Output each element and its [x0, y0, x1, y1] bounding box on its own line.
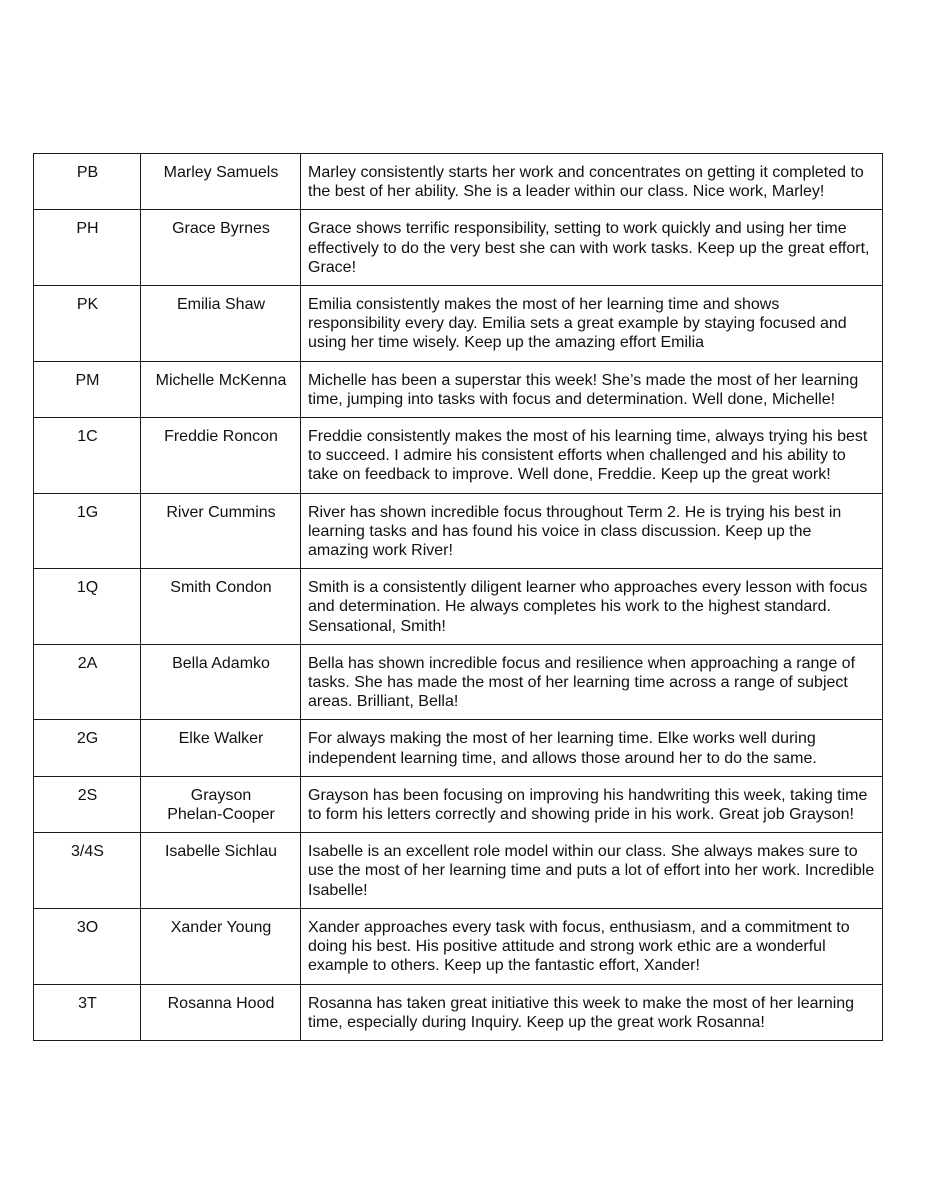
class-code-cell: 3T [34, 984, 141, 1040]
awards-table [33, 153, 883, 1041]
award-comment-cell: Rosanna has taken great initiative this week to make the most of her learning time, especially during Inquiry. Keep up the great work Rosanna! [301, 984, 883, 1040]
student-name-cell [141, 418, 301, 494]
table-row [34, 154, 883, 210]
table-row [34, 984, 883, 1040]
class-code-cell: 1C [34, 418, 141, 494]
table-row [34, 644, 883, 720]
award-comment-cell: Michelle has been a superstar this week! She’s made the most of her learning time, jumping into tasks with focus and determination. Well done, Michelle! [301, 361, 883, 417]
class-code-cell: 2G [34, 720, 141, 776]
table-row [34, 210, 883, 286]
award-comment-cell: Smith is a consistently diligent learner who approaches every lesson with focus and determination. He always completes his work to the highest standard. Sensational, Smith! [301, 569, 883, 645]
student-name-line: Marley Samuels [163, 164, 279, 181]
student-name-cell [141, 361, 301, 417]
student-name-line: Emilia Shaw [176, 296, 266, 314]
student-name-line: River Cummins [166, 503, 276, 521]
student-name-line: Smith Condon [170, 579, 272, 597]
student-name-cell [141, 569, 301, 645]
table-row [34, 361, 883, 417]
class-code-cell: PB [34, 154, 141, 210]
table-row [34, 569, 883, 645]
table-row [34, 833, 883, 909]
student-name-cell [141, 493, 301, 569]
award-comment-cell: Grayson has been focusing on improving his handwriting this week, taking time to form his letters correctly and showing pride in his work. Great job Grayson! [301, 776, 883, 832]
award-comment-cell: River has shown incredible focus throughout Term 2. He is trying his best in learning tasks and has found his voice in class discussion. Keep up the amazing work River! [301, 493, 883, 569]
student-name-cell [141, 286, 301, 362]
student-name-cell [141, 984, 301, 1040]
table-row [34, 776, 883, 832]
award-comment-cell: Grace shows terrific responsibility, setting to work quickly and using her time effectively to do the very best she can with work tasks. Keep up the great effort, Grace! [301, 210, 883, 286]
student-name-line: Elke Walker [178, 730, 264, 748]
student-name-cell [141, 644, 301, 720]
class-code-cell: 3O [34, 908, 141, 984]
award-comment-cell: Freddie consistently makes the most of his learning time, always trying his best to succeed. I admire his consistent efforts when challenged and his ability to take on feedback to improve. Well done, Freddie. Keep up the great work! [301, 418, 883, 494]
award-comment-cell: Emilia consistently makes the most of her learning time and shows responsibility every day. Emilia sets a great example by staying focused and using her time wisely. Keep up the amazing effort Emilia [301, 286, 883, 362]
class-code-cell: PM [34, 361, 141, 417]
student-name-line: Michelle McKenna [155, 371, 287, 389]
student-name-line: Rosanna Hood [167, 994, 275, 1012]
class-code-cell: 1Q [34, 569, 141, 645]
student-name-cell [141, 833, 301, 909]
student-name-cell [141, 776, 301, 832]
table-row [34, 720, 883, 776]
class-code-cell: 2A [34, 644, 141, 720]
awards-table-body [34, 154, 883, 1041]
student-name-cell [141, 908, 301, 984]
table-row [34, 418, 883, 494]
class-code-cell: PK [34, 286, 141, 362]
table-row [34, 493, 883, 569]
class-code-cell: 3/4S [34, 833, 141, 909]
award-comment-cell: Isabelle is an excellent role model within our class. She always makes sure to use the most of her learning time and puts a lot of effort into her work. Incredible Isabelle! [301, 833, 883, 909]
award-comment-cell: Marley consistently starts her work and concentrates on getting it completed to the best of her ability. She is a leader within our class. Nice work, Marley! [301, 154, 883, 210]
student-name-cell [141, 154, 301, 210]
student-name-line: Grayson [190, 786, 252, 804]
class-code-cell: PH [34, 210, 141, 286]
student-name-line: Grace Byrnes [172, 220, 270, 238]
student-name-cell [141, 720, 301, 776]
class-code-cell: 1G [34, 493, 141, 569]
student-name-line: Xander Young [170, 918, 272, 936]
table-row [34, 286, 883, 362]
student-name-line: Bella Adamko [172, 654, 270, 672]
student-name-cell [141, 210, 301, 286]
student-name-line: Freddie Roncon [164, 428, 278, 446]
award-comment-cell: For always making the most of her learning time. Elke works well during independent learning time, and allows those around her to do the same. [301, 720, 883, 776]
student-name-line: Isabelle Sichlau [164, 843, 278, 861]
table-row [34, 908, 883, 984]
award-comment-cell: Bella has shown incredible focus and resilience when approaching a range of tasks. She has made the most of her learning time across a range of subject areas. Brilliant, Bella! [301, 644, 883, 720]
student-name-line: Phelan-Cooper [167, 806, 275, 824]
class-code-cell: 2S [34, 776, 141, 832]
award-comment-cell: Xander approaches every task with focus, enthusiasm, and a commitment to doing his best. His positive attitude and strong work ethic are a wonderful example to others. Keep up the fantastic effort, Xander! [301, 908, 883, 984]
